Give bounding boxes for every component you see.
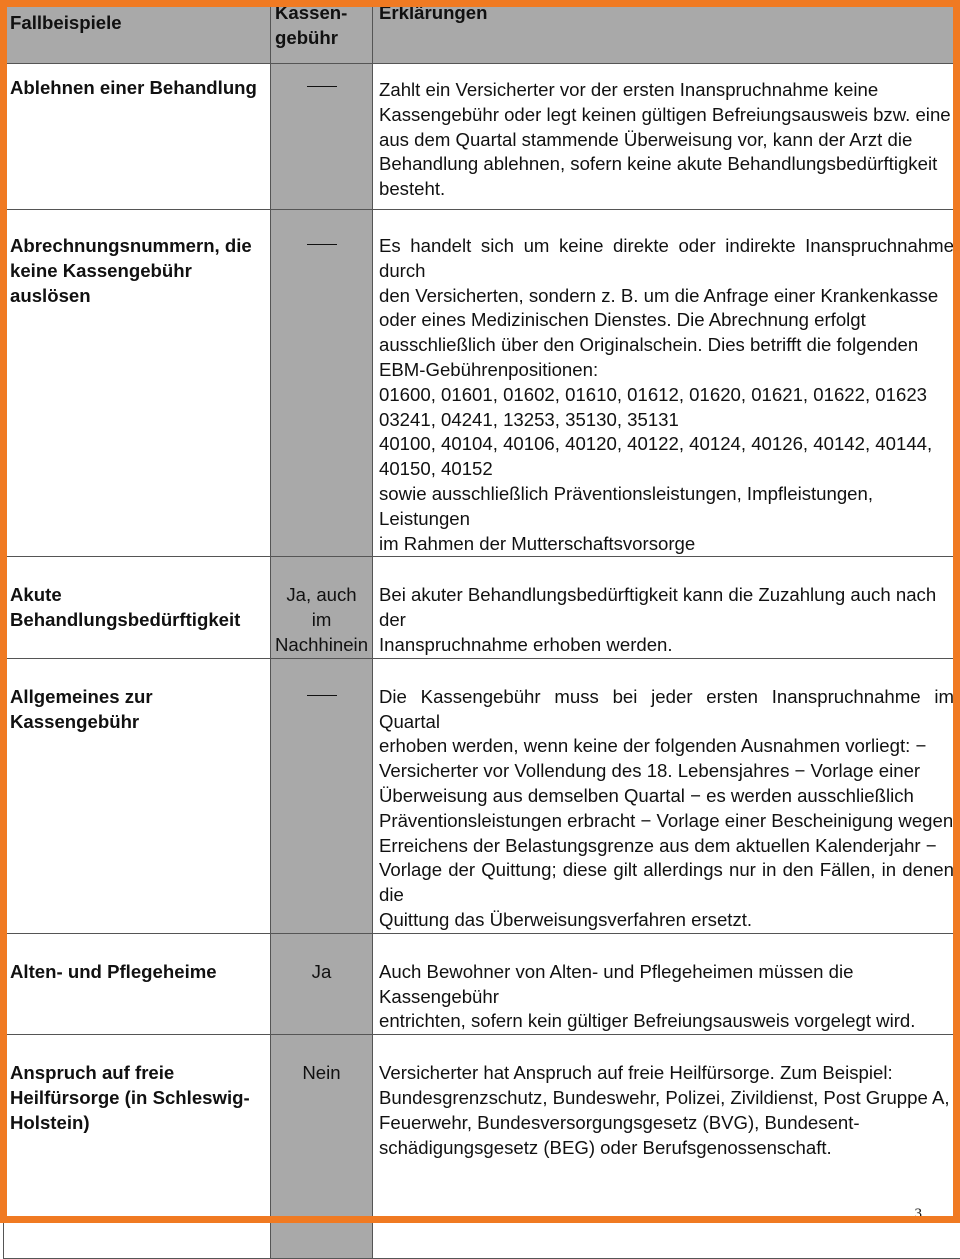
case-cell bbox=[4, 64, 271, 210]
page-number: 3 bbox=[915, 1206, 923, 1223]
explanation-line: Erreichens der Belastungsgrenze aus dem aktuellen Kalenderjahr − bbox=[379, 834, 954, 859]
case-line: Alten- und Pflegeheime bbox=[10, 960, 264, 985]
header-fallbeispiele: Fallbeispiele bbox=[4, 1, 271, 64]
case-cell bbox=[4, 557, 271, 658]
explanation-line: erhoben werden, wenn keine der folgenden Ausnahmen vorliegt: − bbox=[379, 734, 954, 759]
header-kassengebuehr-line2: gebühr bbox=[275, 26, 368, 51]
fee-dash bbox=[307, 685, 337, 696]
case-line: Allgemeines zur bbox=[10, 685, 264, 710]
explanation-line: besteht. bbox=[379, 177, 954, 202]
explanation-cell bbox=[373, 210, 960, 557]
fee-cell bbox=[271, 64, 373, 210]
explanation-line: Kassengebühr oder legt keinen gültigen Befreiungsausweis bzw. eine bbox=[379, 103, 954, 128]
table-row bbox=[4, 1035, 960, 1259]
explanation-line: Es handelt sich um keine direkte oder indirekte Inanspruchnahme durch bbox=[379, 234, 954, 284]
explanation-line: Bei akuter Behandlungsbedürftigkeit kann die Zuzahlung auch nach der bbox=[379, 583, 954, 633]
explanation-line: ausschließlich über den Originalschein. Dies betrifft die folgenden bbox=[379, 333, 954, 358]
case-line: Kassengebühr bbox=[10, 710, 264, 735]
explanation-line: Vorlage der Quittung; diese gilt allerdings nur in den Fällen, in denen die bbox=[379, 858, 954, 908]
explanation-line: Präventionsleistungen erbracht − Vorlage einer Bescheinigung wegen bbox=[379, 809, 954, 834]
explanation-cell bbox=[373, 658, 960, 933]
header-kassengebuehr-line1: Kassen- bbox=[275, 1, 368, 26]
case-line: Behandlungsbedürftigkeit bbox=[10, 608, 264, 633]
fee-line: Nachhinein bbox=[275, 633, 368, 658]
case-line: Abrechnungsnummern, die bbox=[10, 234, 264, 259]
explanation-line: 01600, 01601, 01602, 01610, 01612, 01620, 01621, 01622, 01623 bbox=[379, 383, 954, 408]
case-cell bbox=[4, 658, 271, 933]
table-row bbox=[4, 210, 960, 557]
explanation-line: den Versicherten, sondern z. B. um die Anfrage einer Krankenkasse bbox=[379, 284, 954, 309]
explanation-line: Behandlung ablehnen, sofern keine akute Behandlungsbedürftigkeit bbox=[379, 152, 954, 177]
fee-dash bbox=[307, 234, 337, 245]
explanation-line: Versicherter vor Vollendung des 18. Lebensjahres − Vorlage einer bbox=[379, 759, 954, 784]
case-line: Akute bbox=[10, 583, 264, 608]
table-row bbox=[4, 557, 960, 658]
case-line: Holstein) bbox=[10, 1111, 264, 1136]
fee-cell: Nein bbox=[271, 1035, 373, 1259]
table-row bbox=[4, 658, 960, 933]
fee-cell bbox=[271, 210, 373, 557]
explanation-line: Auch Bewohner von Alten- und Pflegeheimen müssen die Kassengebühr bbox=[379, 960, 954, 1010]
table-row bbox=[4, 64, 960, 210]
fee-table bbox=[3, 0, 960, 1259]
case-cell bbox=[4, 210, 271, 557]
fee-line: im bbox=[275, 608, 368, 633]
explanation-line: oder eines Medizinischen Dienstes. Die Abrechnung erfolgt bbox=[379, 308, 954, 333]
header-kassengebuehr bbox=[271, 1, 373, 64]
explanation-line: aus dem Quartal stammende Überweisung vor, kann der Arzt die bbox=[379, 128, 954, 153]
table-row bbox=[4, 933, 960, 1034]
explanation-line: Feuerwehr, Bundesversorgungsgesetz (BVG), Bundesent- bbox=[379, 1111, 954, 1136]
explanation-cell bbox=[373, 64, 960, 210]
case-line: Anspruch auf freie bbox=[10, 1061, 264, 1086]
explanation-cell bbox=[373, 933, 960, 1034]
header-erklaerungen: Erklärungen bbox=[373, 1, 960, 64]
case-cell bbox=[4, 933, 271, 1034]
explanation-line: 03241, 04241, 13253, 35130, 35131 bbox=[379, 408, 954, 433]
explanation-line: Zahlt ein Versicherter vor der ersten Inanspruchnahme keine bbox=[379, 78, 954, 103]
explanation-line: Quittung das Überweisungsverfahren ersetzt. bbox=[379, 908, 954, 933]
explanation-line: entrichten, sofern kein gültiger Befreiungsausweis vorgelegt wird. bbox=[379, 1009, 954, 1034]
explanation-line: Bundesgrenzschutz, Bundeswehr, Polizei, Zivildienst, Post Gruppe A, bbox=[379, 1086, 954, 1111]
fee-dash bbox=[307, 76, 337, 87]
explanation-line: im Rahmen der Mutterschaftsvorsorge bbox=[379, 532, 954, 557]
explanation-line: schädigungsgesetz (BEG) oder Berufsgenossenschaft. bbox=[379, 1136, 954, 1161]
fee-cell bbox=[271, 557, 373, 658]
case-cell bbox=[4, 1035, 271, 1259]
explanation-cell bbox=[373, 1035, 960, 1259]
explanation-line: EBM-Gebührenpositionen: bbox=[379, 358, 954, 383]
explanation-line: Versicherter hat Anspruch auf freie Heilfürsorge. Zum Beispiel: bbox=[379, 1061, 954, 1086]
case-line: Heilfürsorge (in Schleswig- bbox=[10, 1086, 264, 1111]
fee-line: Ja, auch bbox=[275, 583, 368, 608]
explanation-line: 40100, 40104, 40106, 40120, 40122, 40124, 40126, 40142, 40144, bbox=[379, 432, 954, 457]
table-header-row bbox=[4, 1, 960, 64]
explanation-cell bbox=[373, 557, 960, 658]
fee-cell bbox=[271, 658, 373, 933]
explanation-line: Die Kassengebühr muss bei jeder ersten Inanspruchnahme im Quartal bbox=[379, 685, 954, 735]
explanation-line: Überweisung aus demselben Quartal − es werden ausschließlich bbox=[379, 784, 954, 809]
case-line: Ablehnen einer Behandlung bbox=[10, 76, 264, 101]
explanation-line: 40150, 40152 bbox=[379, 457, 954, 482]
fee-cell: Ja bbox=[271, 933, 373, 1034]
explanation-line: sowie ausschließlich Präventionsleistungen, Impfleistungen, Leistungen bbox=[379, 482, 954, 532]
explanation-line: Inanspruchnahme erhoben werden. bbox=[379, 633, 954, 658]
case-line: keine Kassengebühr auslösen bbox=[10, 259, 264, 309]
